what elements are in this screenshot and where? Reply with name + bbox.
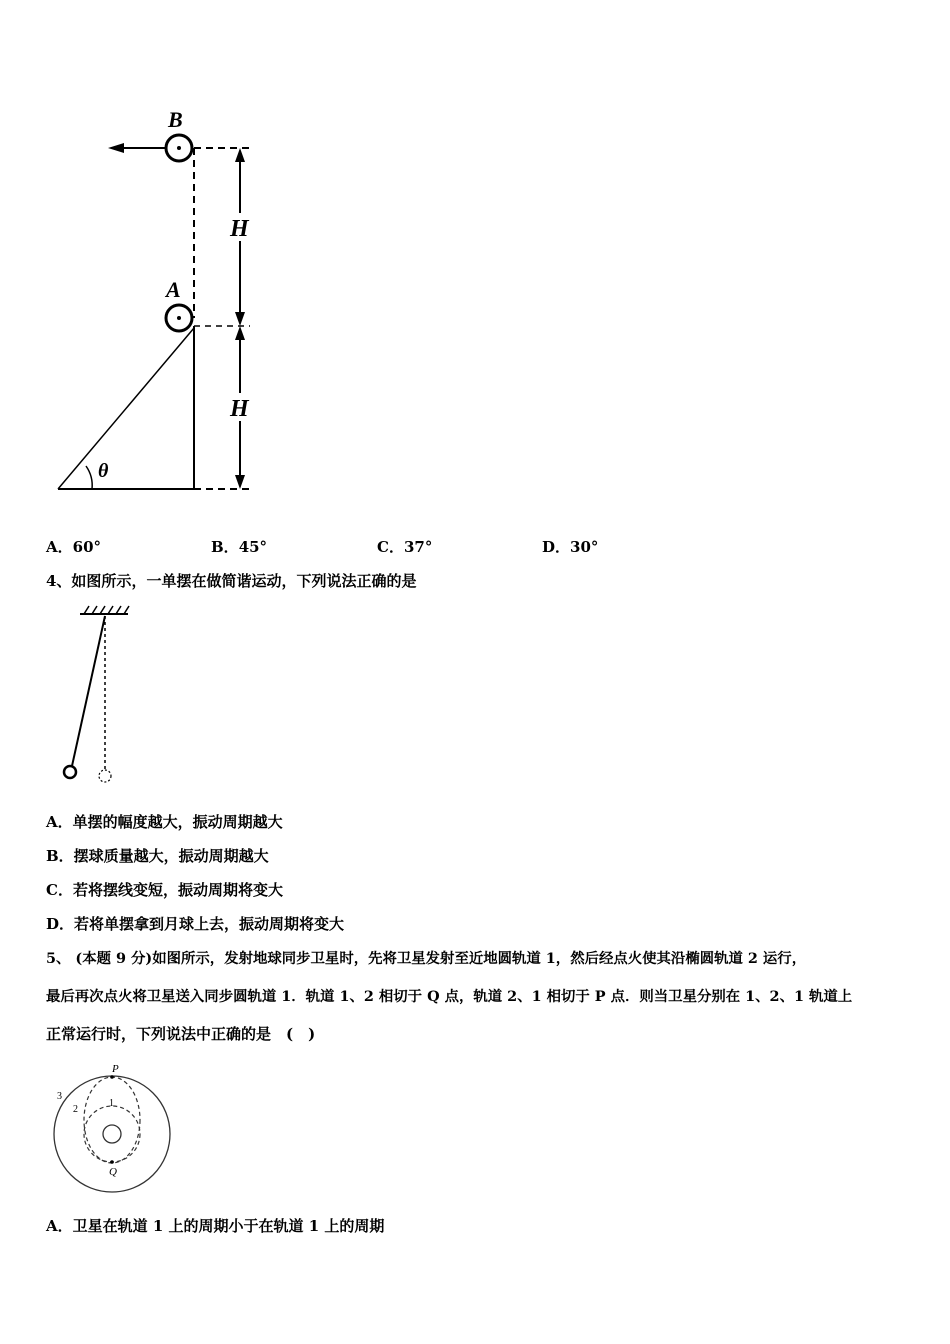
q3-option-c (377, 536, 432, 557)
q5-stem-line2: 最后再次点火将卫星送入同步圆轨道 1．轨道 1、2 相切于 Q 点，轨道 2、1 相切于 P 点．则当卫星分别在 1、2、1 轨道上 (46, 988, 853, 1005)
pendulum-figure (56, 600, 146, 790)
option-key: C． (377, 538, 404, 556)
option-text: 37° (403, 538, 433, 556)
q5-option-a: A．卫星在轨道 1 上的周期小于在轨道 1 上的周期 (46, 1217, 385, 1235)
velocity-arrow-head (108, 143, 124, 153)
point-p (110, 1075, 114, 1079)
option-key: B． (211, 538, 239, 556)
q4-option-d: D．若将单摆拿到月球上去，振动周期将变大 (46, 915, 345, 933)
q4-option-c: C．若将摆线变短，振动周期将变大 (46, 881, 283, 899)
q4-option-b: B．摆球质量越大，振动周期越大 (46, 847, 269, 865)
angle-arc (86, 466, 92, 489)
label-orbit-2: 2 (73, 1104, 78, 1115)
option-key: D． (542, 538, 571, 556)
q5-stem-line3: 正常运行时，下列说法中正确的是 ( ) (46, 1025, 316, 1043)
label-orbit-3: 3 (57, 1091, 62, 1102)
option-text: 45° (238, 538, 268, 556)
orbit-figure (44, 1058, 184, 1198)
q3-option-a (46, 536, 101, 557)
pendulum-string (72, 616, 105, 766)
label-orbit-1: 1 (109, 1098, 114, 1109)
ball-b-label: B (168, 107, 183, 132)
orbit-2 (84, 1077, 140, 1163)
height-label-top: H (230, 216, 249, 242)
label-q: Q (109, 1166, 117, 1178)
ball-a-label: A (166, 277, 181, 302)
pendulum-bob (64, 766, 76, 778)
option-key: A． (46, 538, 73, 556)
earth (103, 1125, 121, 1143)
option-text: 60° (72, 538, 102, 556)
q4-option-a: A．单摆的幅度越大，振动周期越大 (46, 813, 283, 831)
label-p: P (112, 1063, 119, 1075)
option-text: 30° (570, 538, 599, 556)
q3-option-b (211, 536, 267, 557)
q4-stem: 4、如图所示，一单摆在做简谐运动，下列说法正确的是 (46, 572, 417, 590)
point-q (110, 1160, 114, 1164)
q3-option-d (542, 536, 598, 557)
q5-stem-line1: 5、 (本题 9 分)如图所示，发射地球同步卫星时，先将卫星发射至近地圆轨道 1，然后经点火使其沿椭圆轨道 2 运行， (46, 950, 807, 967)
incline (58, 328, 194, 489)
height-label-bottom: H (230, 396, 249, 422)
incline-figure (40, 100, 280, 500)
theta-label: θ (98, 460, 109, 482)
equilibrium-bob (99, 770, 111, 782)
